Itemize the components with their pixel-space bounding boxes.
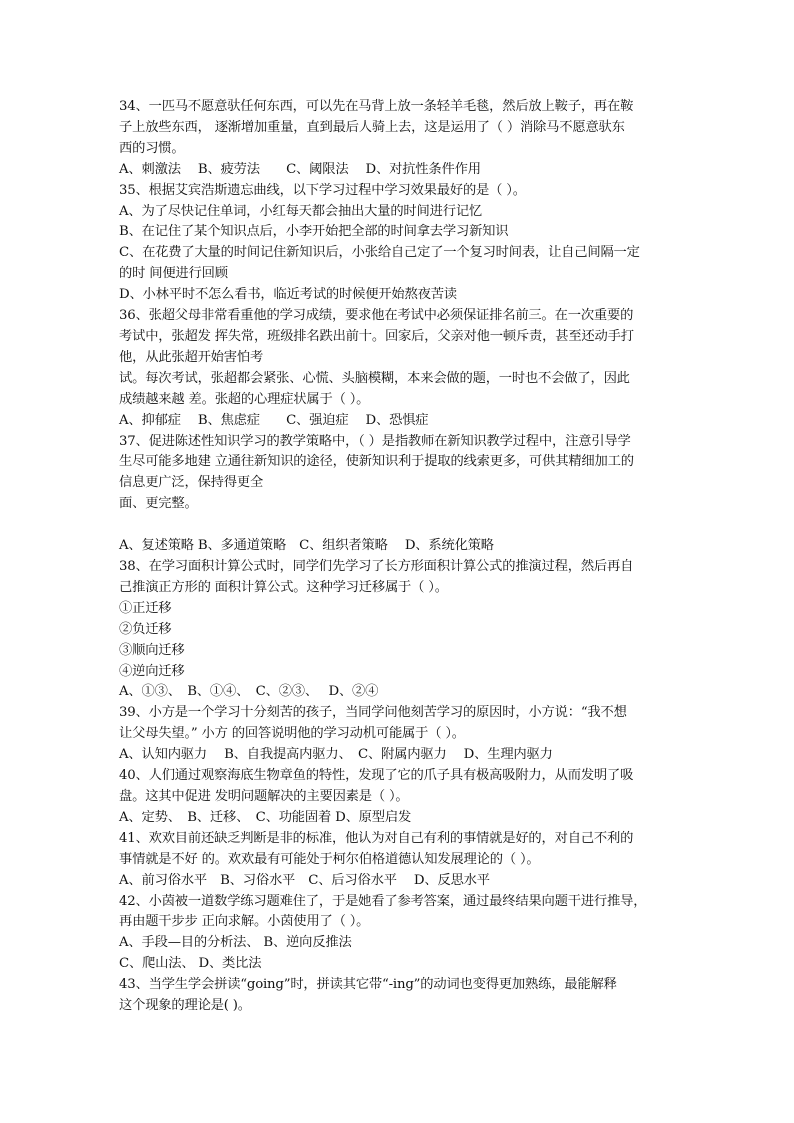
text-line: ①正迁移 <box>119 600 172 616</box>
text-line: B、在记住了某个知识点后，小李开始把全部的时间拿去学习新知识 <box>119 224 509 240</box>
blank-line <box>119 515 679 536</box>
text-line: A、认知内驱力 B、自我提高内驱力、 C、附属内驱力 D、生理内驱力 <box>119 747 553 763</box>
text-line: 生尽可能多地建 立通往新知识的途径，使新知识利于提取的线索更多，可供其精细加工的 <box>119 454 634 470</box>
text-line: 信息更广泛，保持得更全 <box>119 475 264 491</box>
text-line: 事情就是不好 的。欢欢最有可能处于柯尔伯格道德认知发展理论的（ ）。 <box>119 851 540 867</box>
text-line: 43、当学生学会拼读“going”时，拼读其它带“-ing”的动词也变得更加熟练，最能解释 <box>119 977 617 993</box>
text-line: 子上放些东西， 逐渐增加重量，直到最后人骑上去，这是运用了（ ）消除马不愿意驮东 <box>119 119 625 135</box>
text-line: A、手段—目的分析法、 B、逆向反推法 <box>119 935 352 951</box>
text-line: 37、促进陈述性知识学习的教学策略中，（ ）是指教师在新知识教学过程中，注意引导学 <box>119 433 631 449</box>
text-line: A、定势、 B、迁移、 C、功能固着 D、原型启发 <box>119 809 412 825</box>
question-text-body <box>119 97 679 1017</box>
text-line: 试。每次考试，张超都会紧张、心慌、头脑模糊，本来会做的题，一时也不会做了，因此 <box>119 370 630 386</box>
text-line: 34、一匹马不愿意驮任何东西，可以先在马背上放一条轻羊毛毯，然后放上鞍子，再在鞍 <box>119 99 634 114</box>
text-line: 再由题干步步 正向求解。小茵使用了（ ）。 <box>119 914 370 930</box>
text-line: A、前习俗水平 B、习俗水平 C、后习俗水平 D、反思水平 <box>119 872 490 888</box>
text-line: 己推演正方形的 面积计算公式。这种学习迁移属于（ ）。 <box>119 579 448 595</box>
text-line: 让父母失望。” 小方 的回答说明他的学习动机可能属于（ ）。 <box>119 726 465 742</box>
text-line: 39、小方是一个学习十分刻苦的孩子，当同学问他刻苦学习的原因时，小方说：“我不想 <box>119 705 627 721</box>
text-line: D、小林平时不怎么看书，临近考试的时候便开始熬夜苦读 <box>119 287 457 303</box>
text-line: 40、人们通过观察海底生物章鱼的特性，发现了它的爪子具有极高吸附力，从而发明了吸 <box>119 768 634 784</box>
text-line: A、刺激法 B、疲劳法 C、阈限法 D、对抗性条件作用 <box>119 161 481 177</box>
text-line: 西的习惯。 <box>119 140 185 156</box>
text-line: 38、在学习面积计算公式时，同学们先学习了长方形面积计算公式的推演过程，然后再自 <box>119 559 634 575</box>
text-line: 42、小茵被一道数学练习题难住了，于是她看了参考答案，通过最终结果向题干进行推导， <box>119 893 647 909</box>
text-line: A、复述策略 B、多通道策略 C、组织者策略 D、系统化策略 <box>119 538 494 554</box>
text-line: ④逆向迁移 <box>119 663 185 679</box>
text-line: A、①③、 B、①④、 C、②③、 D、②④ <box>119 684 379 700</box>
text-line: C、在花费了大量的时间记住新知识后，小张给自己定了一个复习时间表，让自己间隔一定 <box>119 245 640 261</box>
text-line: 41、欢欢目前还缺乏判断是非的标准，他认为对自己有利的事情就是好的，对自己不利的 <box>119 830 634 846</box>
text-line: A、抑郁症 B、焦虑症 C、强迫症 D、恐惧症 <box>119 412 429 428</box>
text-line: 面、更完整。 <box>119 496 198 512</box>
text-line: 的时 间便进行回顾 <box>119 266 228 282</box>
text-line: ③顺向迁移 <box>119 642 185 658</box>
text-line: 盘。这其中促进 发明问题解决的主要因素是（ ）。 <box>119 789 409 804</box>
text-line: 这个现象的理论是( )。 <box>119 998 251 1014</box>
text-line: ②负迁移 <box>119 621 172 637</box>
text-line: C、爬山法、 D、类比法 <box>119 956 262 972</box>
text-line: 36、张超父母非常看重他的学习成绩，要求他在考试中必须保证排名前三。在一次重要的 <box>119 308 634 324</box>
text-line: 他，从此张超开始害怕考 <box>119 349 264 365</box>
text-line: 考试中，张超发 挥失常，班级排名跌出前十。回家后，父亲对他一顿斥责，甚至还动手打 <box>119 328 634 344</box>
text-line: 成绩越来越 差。张超的心理症状属于（ ）。 <box>119 391 370 407</box>
text-line: 35、根据艾宾浩斯遗忘曲线，以下学习过程中学习效果最好的是（ ）。 <box>119 182 526 198</box>
text-line: A、为了尽快记住单词，小红每天都会抽出大量的时间进行记忆 <box>119 203 483 219</box>
